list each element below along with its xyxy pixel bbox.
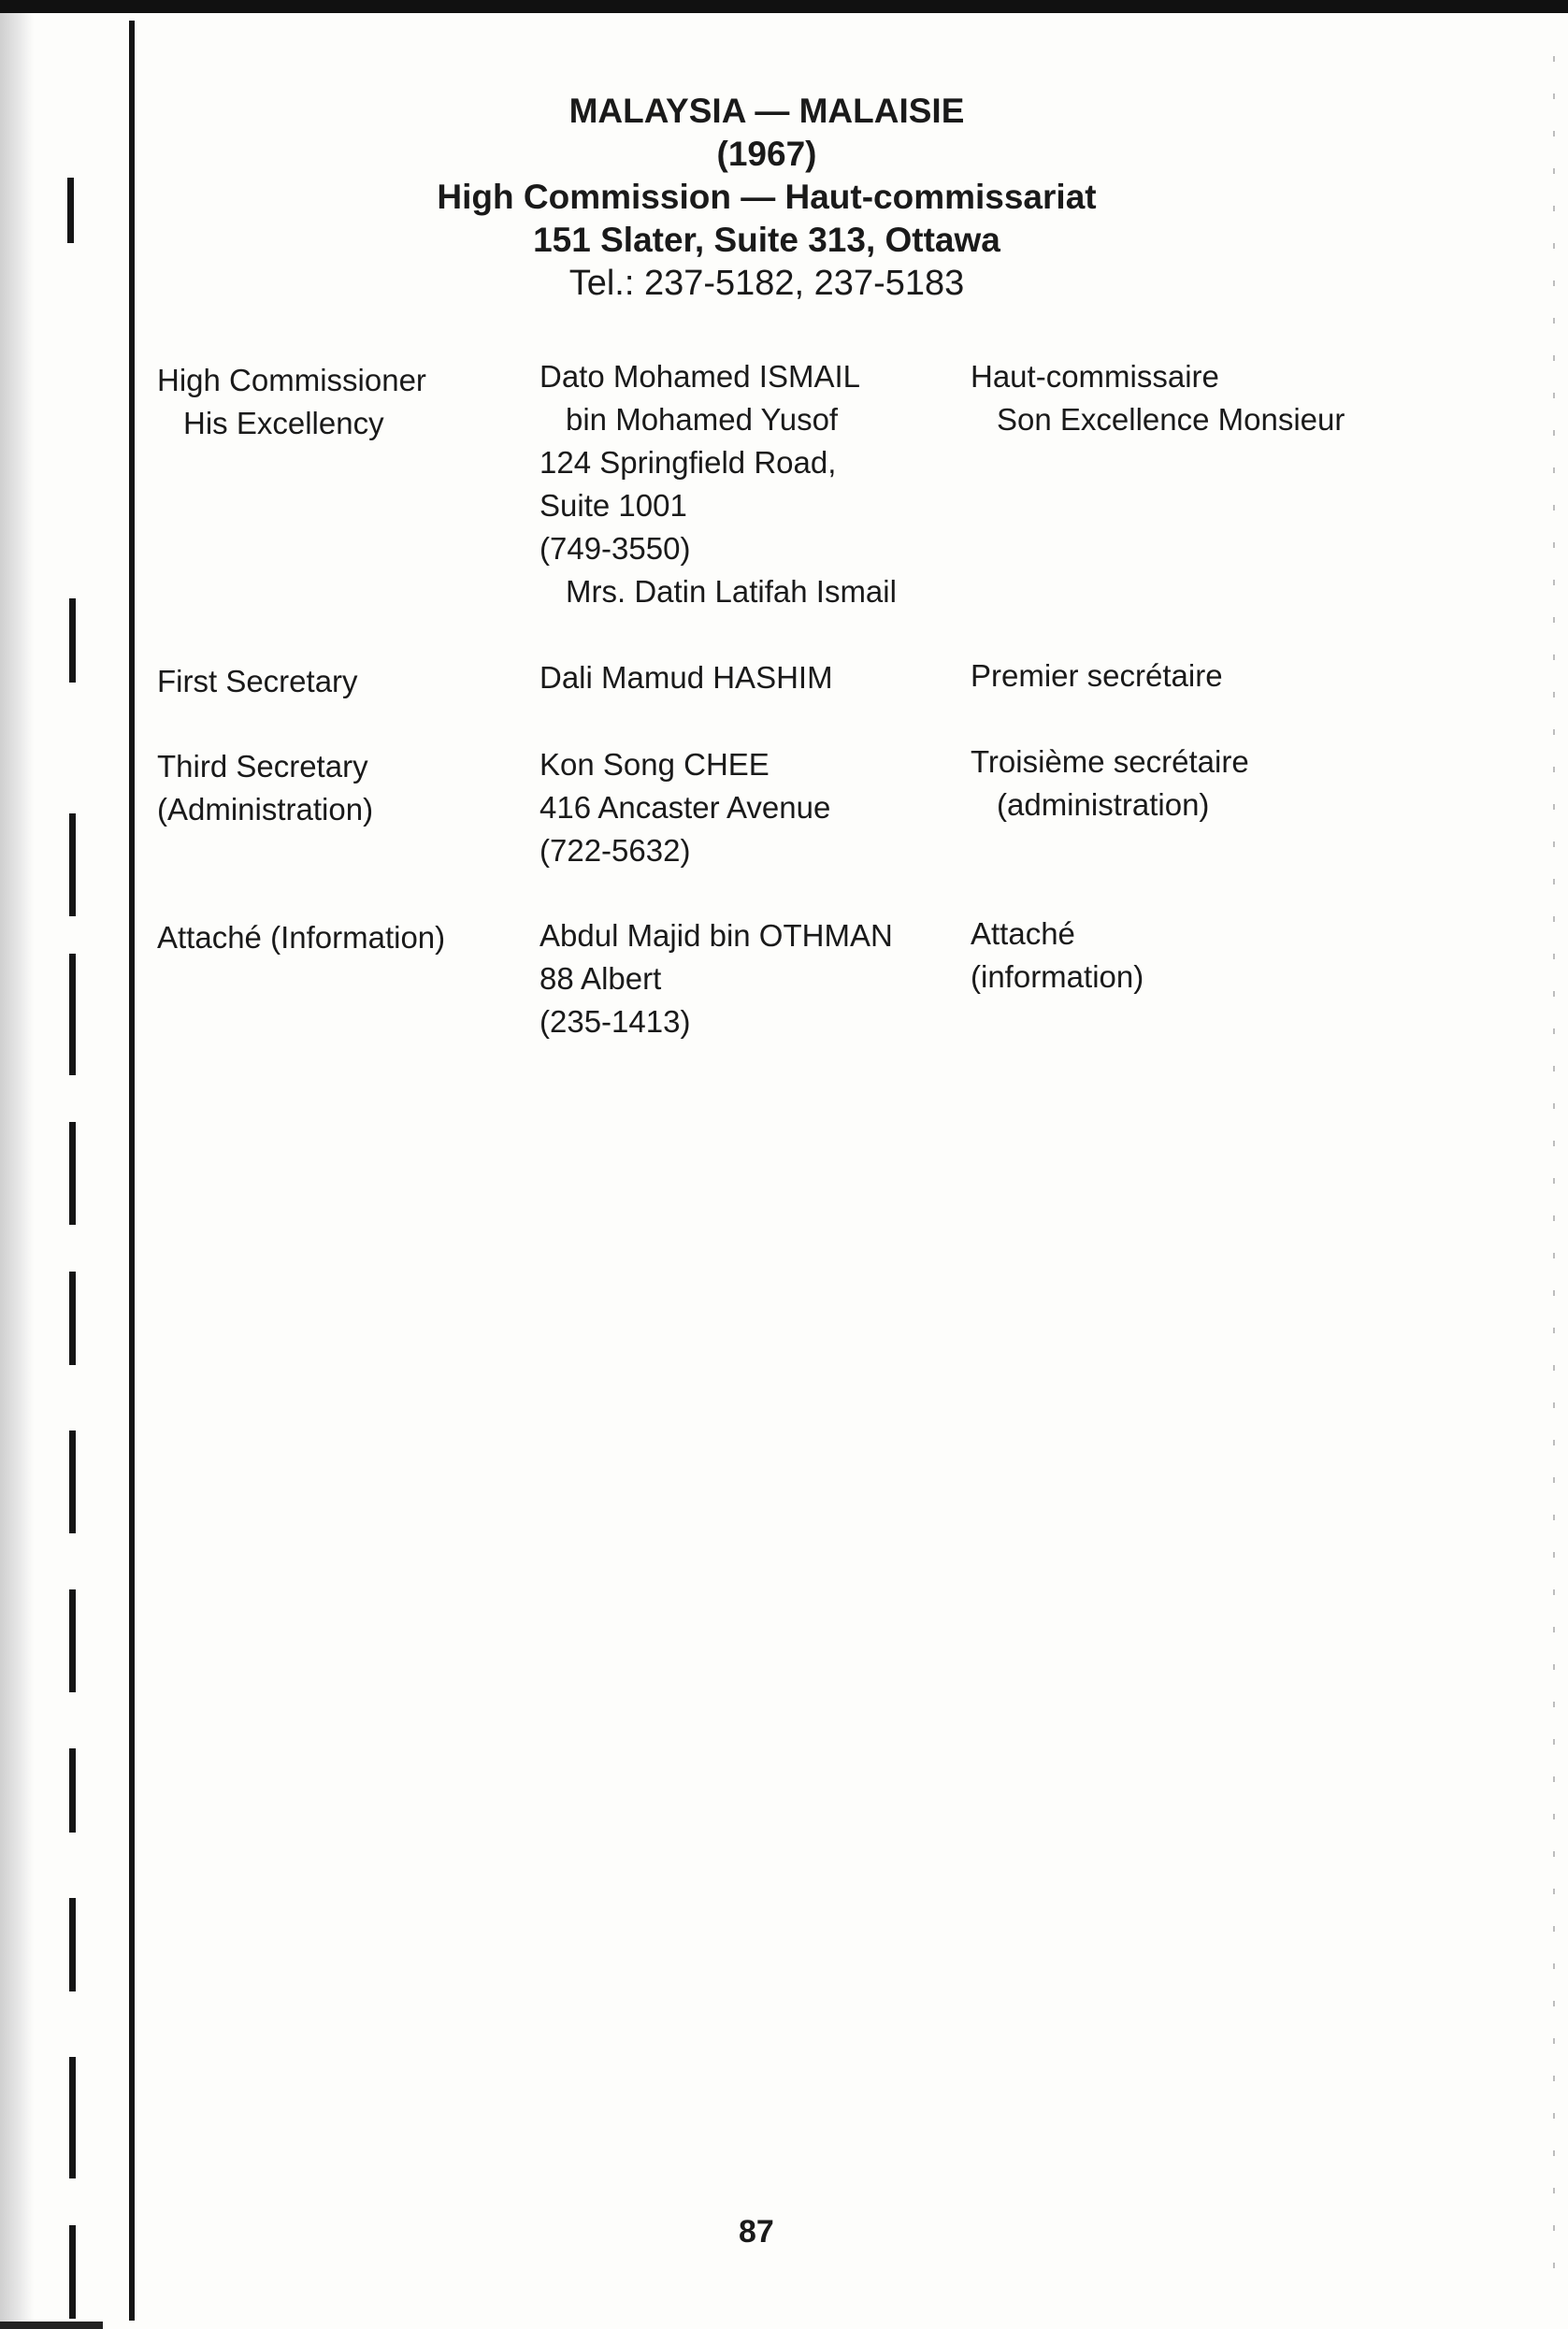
- person-line: 88 Albert: [539, 961, 662, 996]
- person-details: [539, 914, 893, 1043]
- spine-mark: [69, 1272, 76, 1365]
- bottom-edge-shadow: [0, 2322, 103, 2329]
- spine-mark: [69, 813, 76, 916]
- country-heading: MALAYSIA — MALAISIE: [568, 92, 965, 130]
- spine-mark: [69, 1589, 76, 1692]
- spine-mark: [69, 1748, 76, 1833]
- spine-mark: [69, 598, 76, 683]
- spine-mark: [69, 2057, 76, 2178]
- right-edge-speckle: [1553, 56, 1555, 2281]
- title-fr-line: Premier secrétaire: [971, 658, 1223, 693]
- person-line: Suite 1001: [539, 488, 687, 523]
- title-fr-line: Troisième secrétaire: [971, 744, 1249, 779]
- title-fr-line: Attaché: [971, 916, 1075, 951]
- person-line: bin Mohamed Yusof: [566, 402, 839, 437]
- person-line: Mrs. Datin Latifah Ismail: [566, 574, 897, 609]
- spine-mark: [69, 1122, 76, 1225]
- person-line: (722-5632): [539, 833, 691, 868]
- title-en-line: (Administration): [157, 792, 374, 827]
- person-line: Abdul Majid bin OTHMAN: [539, 918, 893, 953]
- title-en-line: High Commissioner: [157, 363, 426, 397]
- page-header: [281, 90, 1253, 305]
- person-line: Dali Mamud HASHIM: [539, 660, 833, 695]
- mission-address: 151 Slater, Suite 313, Ottawa: [533, 221, 1000, 259]
- mission-heading: High Commission — Haut-commissariat: [437, 178, 1097, 216]
- person-line: (749-3550): [539, 531, 691, 566]
- page-number: 87: [739, 2214, 774, 2250]
- spine-mark: [69, 1430, 76, 1533]
- title-en: [157, 359, 426, 445]
- person-line: 416 Ancaster Avenue: [539, 790, 831, 825]
- title-fr: [971, 654, 1223, 697]
- spine-mark: [69, 1898, 76, 1991]
- top-edge-shadow: [0, 0, 1568, 13]
- year-heading: (1967): [716, 135, 817, 173]
- person-line: Dato Mohamed ISMAIL: [539, 359, 860, 394]
- spine-mark: [67, 178, 74, 243]
- title-en: [157, 660, 358, 703]
- title-fr-line: Son Excellence Monsieur: [997, 402, 1345, 437]
- person-line: 124 Springfield Road,: [539, 445, 837, 480]
- mission-phone: Tel.: 237-5182, 237-5183: [568, 264, 965, 303]
- title-fr-line: (information): [971, 959, 1144, 994]
- person-line: (235-1413): [539, 1004, 691, 1039]
- person-details: [539, 656, 833, 699]
- title-fr: [971, 740, 1249, 827]
- book-binding-shadow: [0, 13, 34, 2329]
- spine-mark: [69, 2225, 76, 2319]
- person-details: [539, 355, 897, 613]
- spine-edge-line: [129, 21, 135, 2321]
- spine-mark: [69, 954, 76, 1075]
- title-en: [157, 745, 373, 831]
- title-fr: [971, 355, 1345, 441]
- title-en: [157, 916, 445, 959]
- title-fr-line: (administration): [997, 787, 1210, 822]
- title-en-line: Attaché (Information): [157, 920, 446, 955]
- title-fr-line: Haut-commissaire: [971, 359, 1219, 394]
- person-details: [539, 743, 830, 872]
- title-fr: [971, 913, 1144, 999]
- title-en-line: First Secretary: [157, 664, 358, 698]
- title-en-line: His Excellency: [183, 406, 384, 440]
- person-line: Kon Song CHEE: [539, 747, 770, 782]
- title-en-line: Third Secretary: [157, 749, 368, 784]
